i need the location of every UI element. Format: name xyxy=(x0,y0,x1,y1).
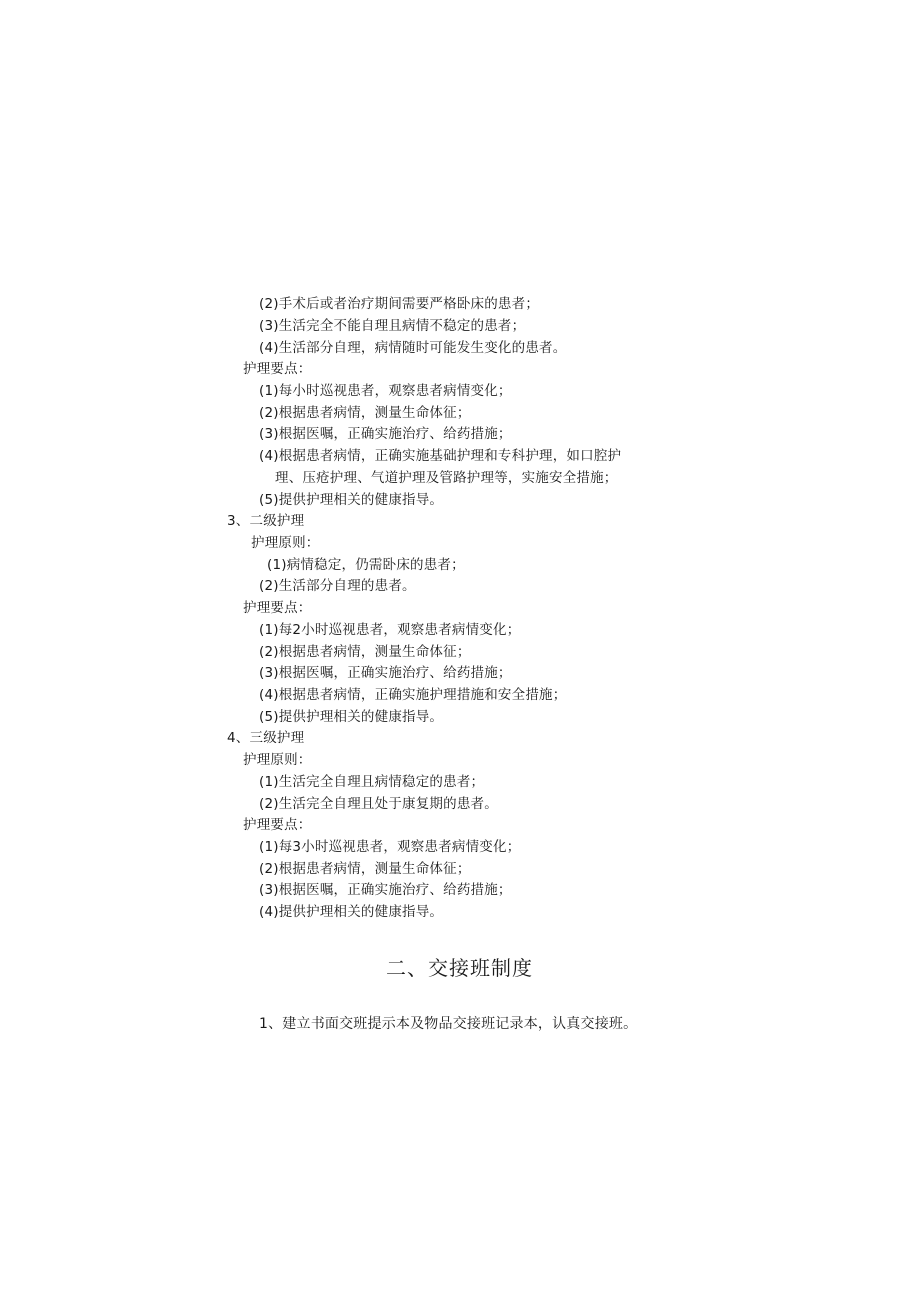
text-line: (3)根据医嘱，正确实施治疗、给药措施； xyxy=(259,665,512,681)
text-line: (5)提供护理相关的健康指导。 xyxy=(259,492,444,508)
text-line: (4)根据患者病情，正确实施护理措施和安全措施； xyxy=(259,687,567,703)
text-line: (2)根据患者病情，测量生命体征； xyxy=(259,405,471,421)
text-line: (1)每3小时巡视患者，观察患者病情变化； xyxy=(259,839,521,855)
text-line: 3、二级护理 xyxy=(227,513,305,529)
text-line: 护理要点： xyxy=(243,361,312,377)
text-line: (5)提供护理相关的健康指导。 xyxy=(259,709,444,725)
text-line: 理、压疮护理、气道护理及管路护理等，实施安全措施； xyxy=(275,470,618,486)
text-line: (4)根据患者病情，正确实施基础护理和专科护理，如口腔护 xyxy=(259,448,622,464)
text-line: 护理原则： xyxy=(243,752,312,768)
text-line: (3)根据医嘱，正确实施治疗、给药措施； xyxy=(259,882,512,898)
section-first-item: 1、建立书面交班提示本及物品交接班记录本，认真交接班。 xyxy=(259,1016,638,1032)
text-line: (3)生活完全不能自理且病情不稳定的患者； xyxy=(259,318,526,334)
text-line: 护理原则： xyxy=(251,535,320,551)
text-line: (2)生活部分自理的患者。 xyxy=(259,578,416,594)
text-line: (1)每2小时巡视患者，观察患者病情变化； xyxy=(259,622,521,638)
text-line: (1)每小时巡视患者，观察患者病情变化； xyxy=(259,383,512,399)
section-heading: 二、交接班制度 xyxy=(386,956,533,980)
text-line: (2)根据患者病情，测量生命体征； xyxy=(259,861,471,877)
text-line: (1)病情稳定，仍需卧床的患者； xyxy=(267,557,465,573)
text-line: (2)手术后或者治疗期间需要严格卧床的患者； xyxy=(259,296,540,312)
text-line: (4)生活部分自理，病情随时可能发生变化的患者。 xyxy=(259,340,567,356)
text-line: (2)生活完全自理且处于康复期的患者。 xyxy=(259,796,498,812)
text-line: 4、三级护理 xyxy=(227,730,305,746)
text-line: (2)根据患者病情，测量生命体征； xyxy=(259,644,471,660)
text-line: (1)生活完全自理且病情稳定的患者； xyxy=(259,774,485,790)
text-line: (3)根据医嘱，正确实施治疗、给药措施； xyxy=(259,426,512,442)
text-line: 护理要点： xyxy=(243,600,312,616)
text-line: (4)提供护理相关的健康指导。 xyxy=(259,904,444,920)
text-line: 护理要点： xyxy=(243,817,312,833)
